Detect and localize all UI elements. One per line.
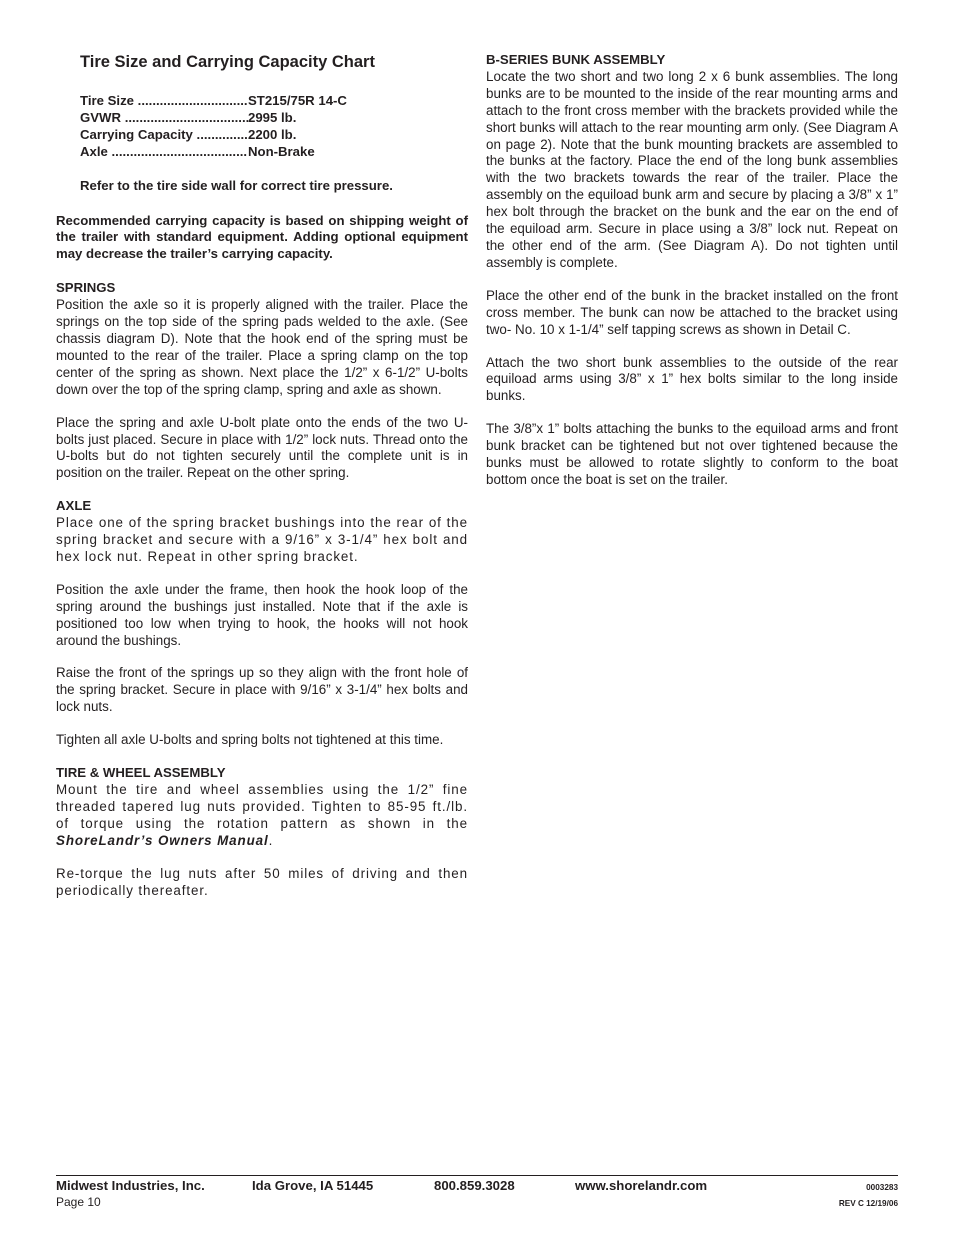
footer-website: www.shorelandr.com bbox=[575, 1178, 708, 1193]
springs-paragraph-2: Place the spring and axle U-bolt plate onto the ends of the two U-bolts just placed. Secure in place with 1/2” lock nuts. Thread onto the U-bolts but do not tighten securely until the complete unit is in position on the trailer. Repeat on the other spring. bbox=[56, 414, 468, 481]
spec-key: Tire Size ..... bbox=[80, 93, 248, 110]
spec-value: 2995 lb. bbox=[248, 109, 297, 125]
springs-section bbox=[56, 280, 468, 482]
axle-paragraph-4: Tighten all axle U-bolts and spring bolts not tightened at this time. bbox=[56, 732, 444, 748]
spec-key: Axle ..... bbox=[80, 144, 248, 161]
bseries-paragraph-3: Attach the two short bunk assemblies to the outside of the rear equiload arms using 3/8” x 1” hex bolts similar to the long inside bunks. bbox=[486, 354, 898, 404]
spec-table bbox=[80, 93, 468, 161]
bseries-heading: B-SERIES BUNK ASSEMBLY bbox=[486, 52, 666, 67]
bseries-paragraph-4: The 3/8”x 1” bolts attaching the bunks to the equiload arms and front bunk bracket can be tightened but not over tightened because the bunks must be allowed to rotate slightly to conform to the boat bottom once the boat is set on the trailer. bbox=[486, 421, 898, 487]
spec-value: ST215/75R 14-C bbox=[248, 93, 347, 108]
axle-section bbox=[56, 498, 468, 749]
doc-number: 0003283 bbox=[866, 1183, 898, 1192]
axle-paragraph-3: Raise the front of the springs up so they align with the front hole of the spring bracket. Secure in place with 9/16” x 3-1/4” hex bolts and lock nuts. bbox=[56, 665, 468, 715]
tire-wheel-text: Mount the tire and wheel assemblies using the 1/2” fine threaded tapered lug nuts provided. Tighten to 85-95 ft./lb. of torque using the rotation pattern as shown in the bbox=[56, 782, 468, 831]
page-footer bbox=[56, 1178, 898, 1218]
bseries-paragraph-2: Place the other end of the bunk in the bracket installed on the front cross member. The bunk can now be attached to the bracket using two- No. 10 x 1-1/4” self tapping screws as shown in Detail C. bbox=[486, 287, 898, 337]
bseries-paragraph-1: Locate the two short and two long 2 x 6 bunk assemblies. The long bunks are to be mounted to the inside of the rear mounting arms and attach to the front cross member with the brackets provided while the short bunks will attach to the rear mounting arm only. (See Diagram A on page 2). Note that the bunk mounting brackets are assembled to the bunks at the factory. Place the end of the long bunk assemblies with the two brackets towards the rear of the trailer. Place the assembly on the equiload bunk arm and secure by placing a 3/8” x 1” hex bolt through the bracket on the bunk and the ear on the end of the equiload arm. Secure in place using a 3/8” lock nut. Repeat on the other end of the arm. (See Diagram A). Do not tighten until assembly is complete. bbox=[486, 68, 898, 270]
right-column bbox=[486, 52, 898, 489]
revision-date: REV C 12/19/06 bbox=[838, 1199, 898, 1208]
tire-wheel-section bbox=[56, 765, 468, 899]
tire-wheel-period: . bbox=[268, 832, 274, 848]
spec-row-gvwr bbox=[80, 110, 468, 127]
springs-heading: SPRINGS bbox=[56, 280, 116, 296]
left-column bbox=[56, 52, 468, 899]
spec-row-axle bbox=[80, 144, 468, 161]
page-number: Page 10 bbox=[56, 1195, 101, 1209]
axle-paragraph-2: Position the axle under the frame, then hook the hook loop of the spring around the bushings just installed. Note that if the axle is positioned too low when trying to hook, the hooks will not hook around the bushings. bbox=[56, 581, 468, 648]
footer-phone: 800.859.3028 bbox=[434, 1178, 515, 1193]
axle-heading: AXLE bbox=[56, 498, 92, 514]
footer-city: Ida Grove, IA 51445 bbox=[252, 1178, 374, 1193]
spec-row-tire-size bbox=[80, 93, 468, 110]
springs-paragraph-1: Position the axle so it is properly aligned with the trailer. Place the springs on the top side of the spring pads welded to the axle. (See chassis diagram D). Note that the hook end of the spring must be mounted to the rear of the trailer. Place a spring clamp on the top center of the spring as shown. Next place the 1/2” x 6-1/2” U-bolts down over the top of the spring clamp, spring and axle as shown. bbox=[56, 297, 468, 397]
tire-wheel-paragraph-1 bbox=[56, 782, 468, 850]
owners-manual-reference: ShoreLandr’s Owners Manual bbox=[56, 832, 269, 848]
tire-wheel-paragraph-2: Re-torque the lug nuts after 50 miles of driving and then periodically thereafter. bbox=[56, 865, 468, 898]
tire-wheel-heading: TIRE & WHEEL ASSEMBLY bbox=[56, 765, 226, 781]
axle-paragraph-1: Place one of the spring bracket bushings into the rear of the spring bracket and secure with a 9/16” x 3-1/4” hex bolt and hex lock nut. Repeat in other spring bracket. bbox=[56, 515, 468, 564]
spec-key: Carrying Capacity ..... bbox=[80, 127, 248, 144]
tire-pressure-note: Refer to the tire side wall for correct tire pressure. bbox=[80, 177, 393, 193]
spec-value: Non-Brake bbox=[248, 143, 315, 159]
footer-company: Midwest Industries, Inc. bbox=[56, 1178, 205, 1193]
footer-divider bbox=[56, 1175, 898, 1176]
chart-title: Tire Size and Carrying Capacity Chart bbox=[80, 53, 375, 71]
capacity-note: Recommended carrying capacity is based on shipping weight of the trailer with standard equipment. Adding optional equipment may decrease the trailer’s carrying capacity. bbox=[56, 212, 468, 262]
spec-value: 2200 lb. bbox=[248, 126, 297, 142]
spec-key: GVWR ..... bbox=[80, 110, 248, 127]
spec-row-carrying-capacity bbox=[80, 127, 468, 144]
